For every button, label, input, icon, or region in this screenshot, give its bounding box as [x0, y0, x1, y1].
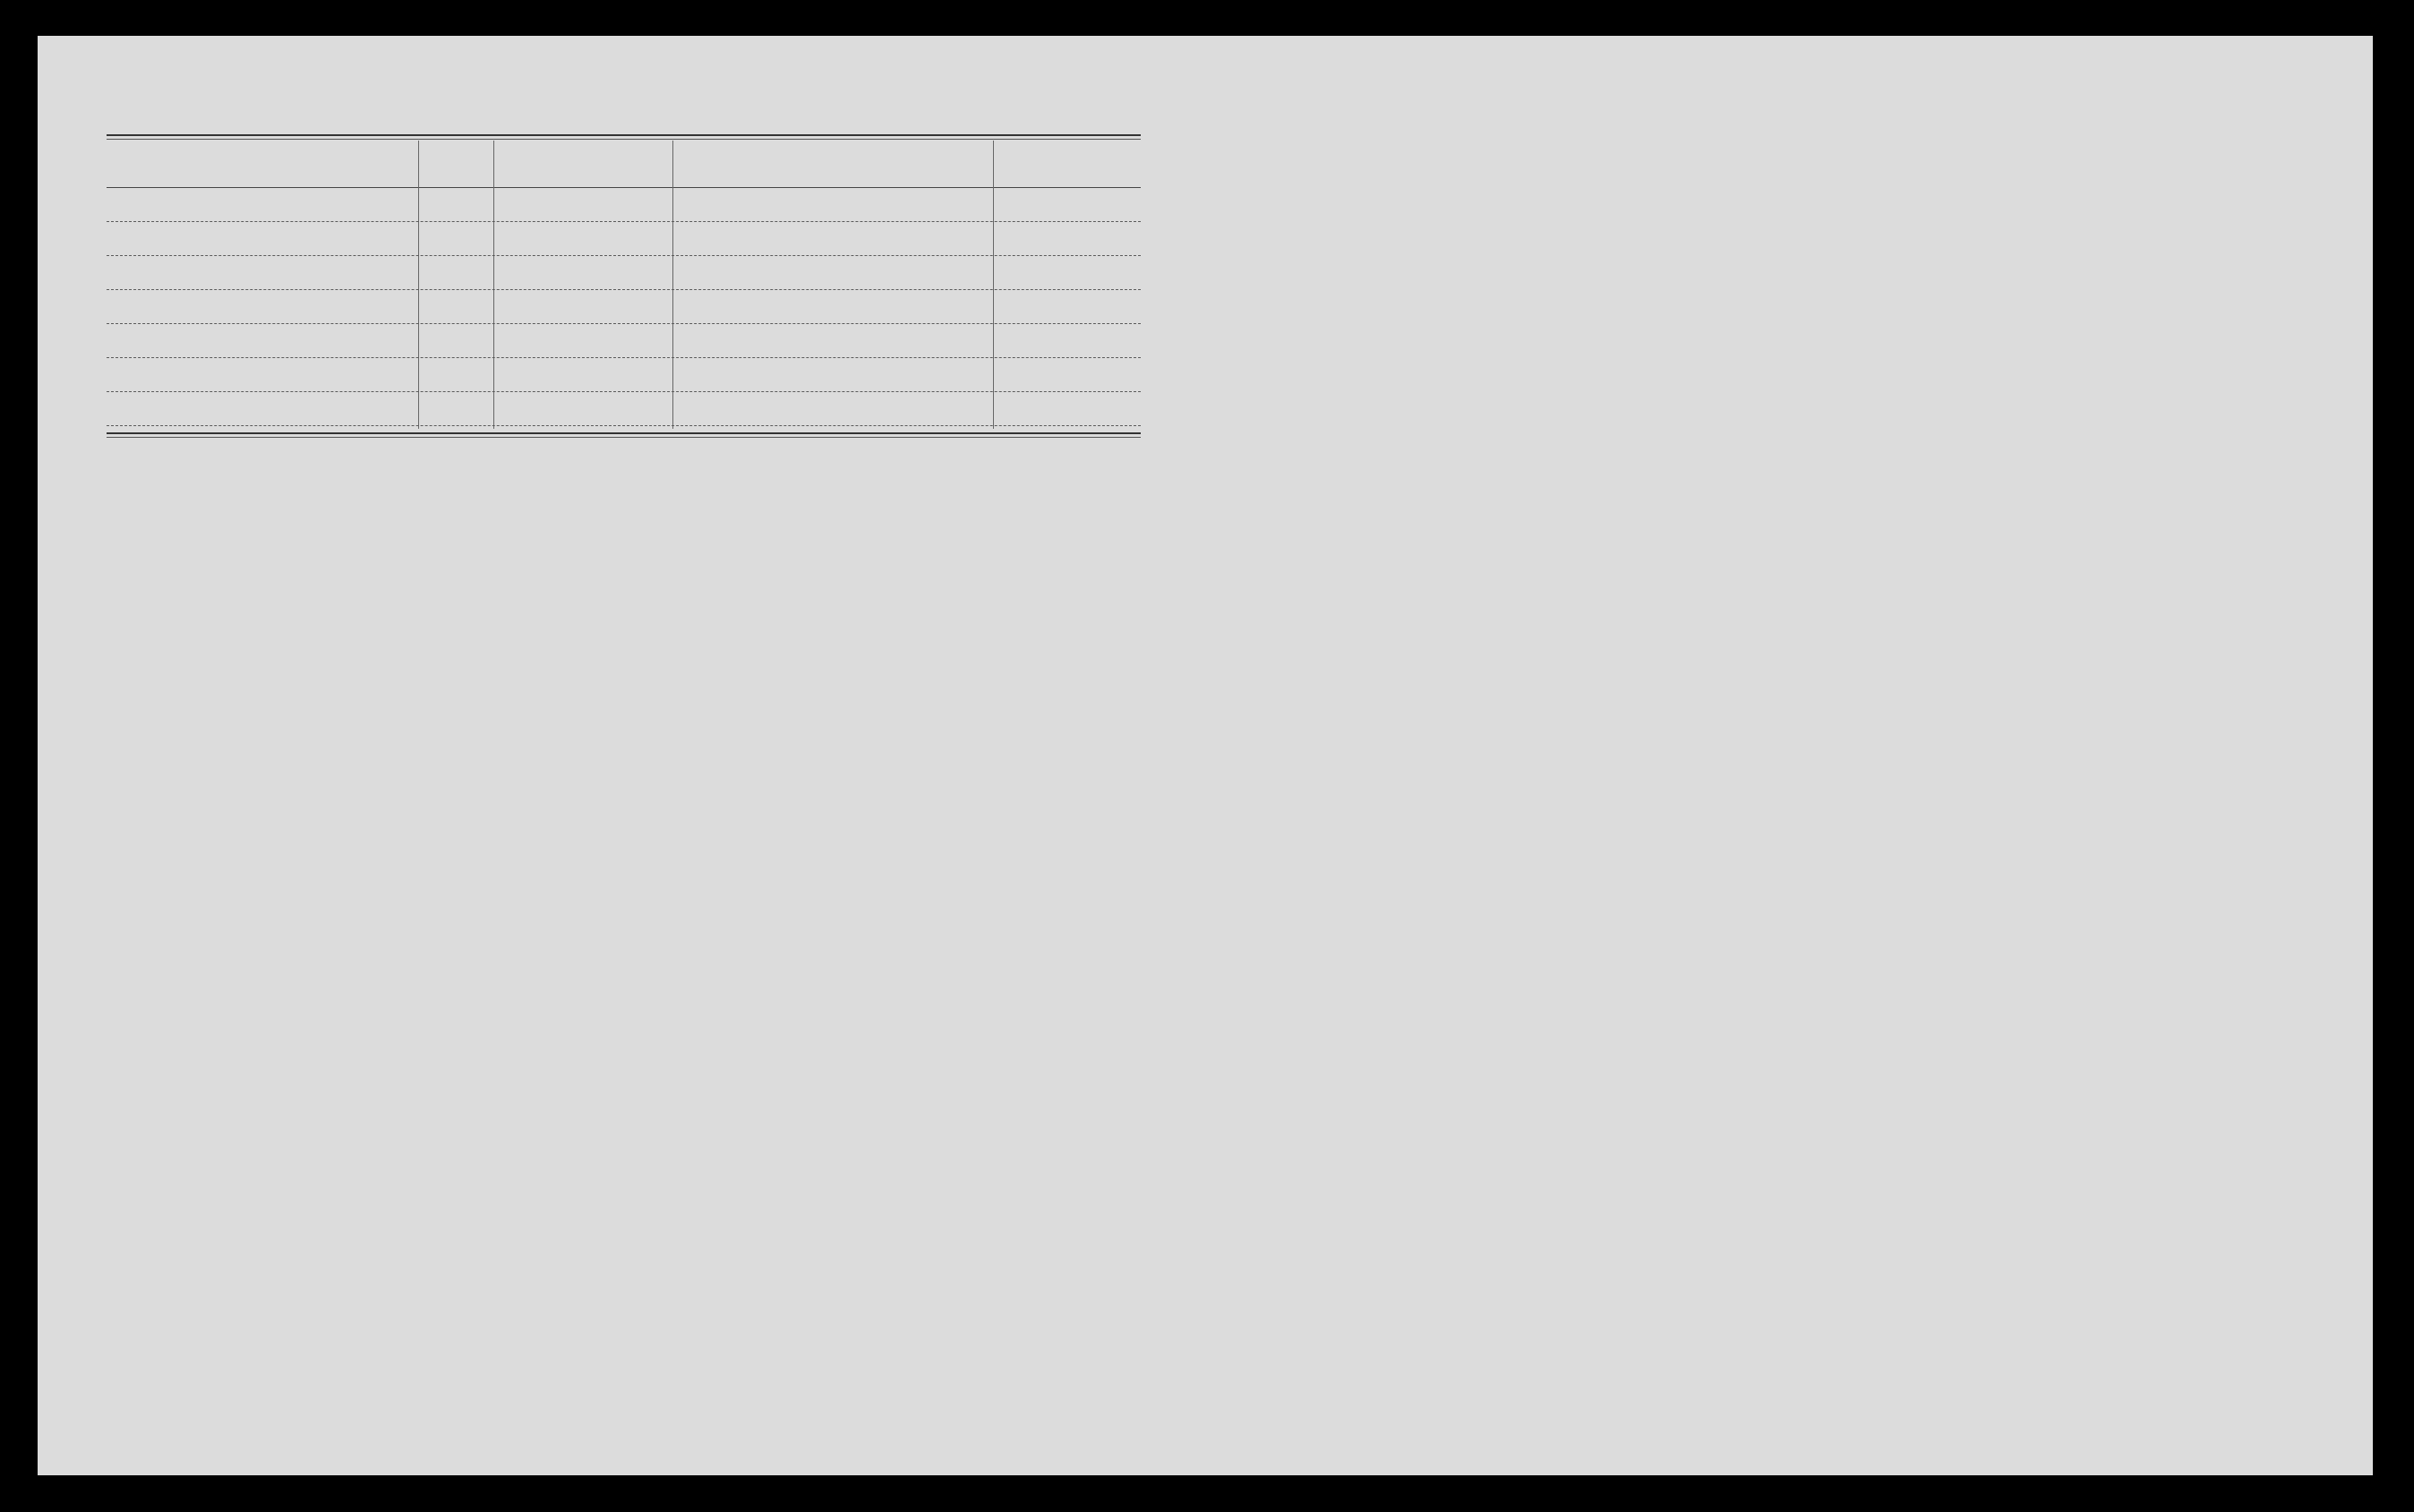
hospital-divider	[418, 141, 419, 429]
hospital-row-line	[107, 289, 1141, 290]
hospital-row-line	[107, 357, 1141, 358]
hospital-table	[107, 141, 1141, 429]
hospital-row-line	[107, 323, 1141, 324]
document-sheet	[38, 36, 2373, 1475]
hospital-top-rule	[107, 134, 1141, 136]
hospital-divider	[672, 141, 673, 429]
hospital-bottom-rule	[107, 432, 1141, 434]
hospital-row-line	[107, 255, 1141, 256]
hospital-row-line	[107, 425, 1141, 426]
hospital-divider	[493, 141, 494, 429]
hospital-divider	[993, 141, 994, 429]
hospital-header-row	[107, 141, 1141, 188]
hospital-row-line	[107, 221, 1141, 222]
hospital-row-line	[107, 391, 1141, 392]
